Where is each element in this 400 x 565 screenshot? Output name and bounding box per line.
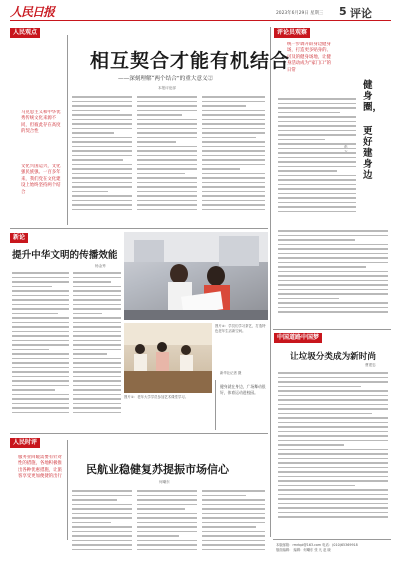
column-headline-line-2: 更好建身边: [363, 126, 373, 181]
dream-headline[interactable]: 让垃圾分类成为新时尚: [290, 352, 376, 362]
column-divider-main: [270, 27, 271, 537]
lead-body-text-2: [137, 96, 197, 224]
page-number: 5: [339, 5, 347, 18]
issue-date: 2023年6月29日 星期三: [276, 11, 324, 16]
footer-editor-label: 版面编辑：: [276, 548, 293, 552]
footer-editors: 编辑：何曦东 张 凡 赵 晓: [293, 548, 331, 552]
page-name: 评论: [350, 7, 372, 20]
lead-subhead: ——深刻理解“两个结合”的重大意义②: [118, 76, 214, 82]
footer: [276, 543, 391, 561]
spread-body-text-1: [12, 272, 69, 430]
lead-body-text-1: [72, 96, 132, 224]
section-divider-2: [10, 433, 268, 434]
section-tag-review-observe: 评论员观察: [274, 28, 310, 38]
footer-phone: 电话：(010)65369918: [322, 543, 358, 547]
dream-body-text: [278, 372, 388, 536]
column-headline-line-1: 健身圈，: [363, 80, 383, 113]
lead-sidebar-quote-1: 马克思主义和中华优秀传统文化来源不同，但彼此存在高度的契合性: [21, 110, 61, 135]
commentary-body-text-2: [137, 490, 197, 560]
section-tag-dream-road: 中国道路中国梦: [274, 333, 322, 343]
lead-headline[interactable]: 相互契合才能有机结合: [90, 50, 291, 72]
section-divider-right: [273, 329, 391, 330]
column-blurb: 统一步调开辟身边健身场，打造更多贴身的、可及的健身场地，让健身活动成为“家门口”的日常: [287, 42, 332, 73]
newspaper-logo: 人民日报: [10, 5, 55, 19]
column-body-text-1: [278, 98, 356, 228]
commentary-body-text-3: [202, 490, 265, 560]
commentary-headline[interactable]: 民航业稳健复苏提振市场信心: [86, 463, 229, 476]
footer-email[interactable]: 本版邮箱：rmrbpl@163.com: [276, 543, 322, 547]
section-tag-people-review: 人民时评: [10, 438, 40, 448]
lead-body-text-3: [202, 96, 265, 224]
photo-lab-researchers: [124, 232, 268, 320]
spread-body-text-2: [73, 272, 121, 430]
photo-lab-illustration: [124, 232, 268, 320]
footer-divider: [273, 539, 391, 540]
lead-sidebar-quote-2: 文化兴国运兴，文化强民族强。一百多年来，我们党在文化建设上始终坚持两个结合: [21, 164, 61, 195]
column-divider-left: [67, 35, 68, 225]
column-headline[interactable]: [363, 80, 381, 250]
lead-byline: 本报评论部: [158, 86, 176, 90]
masthead-rule: [10, 20, 391, 21]
poem-text: 健身就在身边，广场舞动很好，体育运动进校园。: [220, 384, 266, 395]
commentary-author: 何曦东: [159, 480, 170, 484]
section-tag-new-talk: 新论: [10, 233, 28, 243]
column-divider-left-lower: [67, 440, 68, 540]
dream-author: 曹建忠: [365, 363, 376, 367]
masthead: [0, 0, 400, 20]
photo-caption-left: 图片①：老年大学学员参加艺术课堂学习。: [124, 395, 189, 399]
column-body-text-2: [278, 230, 388, 326]
poem-box: [215, 380, 268, 430]
section-divider-1: [10, 228, 268, 229]
section-tag-people-view: 人民观点: [10, 28, 40, 38]
commentary-body-text-1: [72, 490, 132, 560]
photo-credit: 新华社记者 摄: [220, 371, 242, 375]
photo-classroom-illustration: [124, 323, 212, 393]
photo-elder-classroom: [124, 323, 212, 393]
spread-headline[interactable]: 提升中华文明的传播效能: [12, 250, 118, 261]
commentary-blurb: 服务业回暖需要有针对性的措施，各地积极推出各种优惠措施，让旅客享受更加便捷的出行: [18, 455, 62, 480]
spread-author: 杨金秀: [95, 264, 106, 268]
photo-caption-right: 图片②：学员们学习茶艺，打造特色老年生活新空间。: [215, 324, 266, 333]
